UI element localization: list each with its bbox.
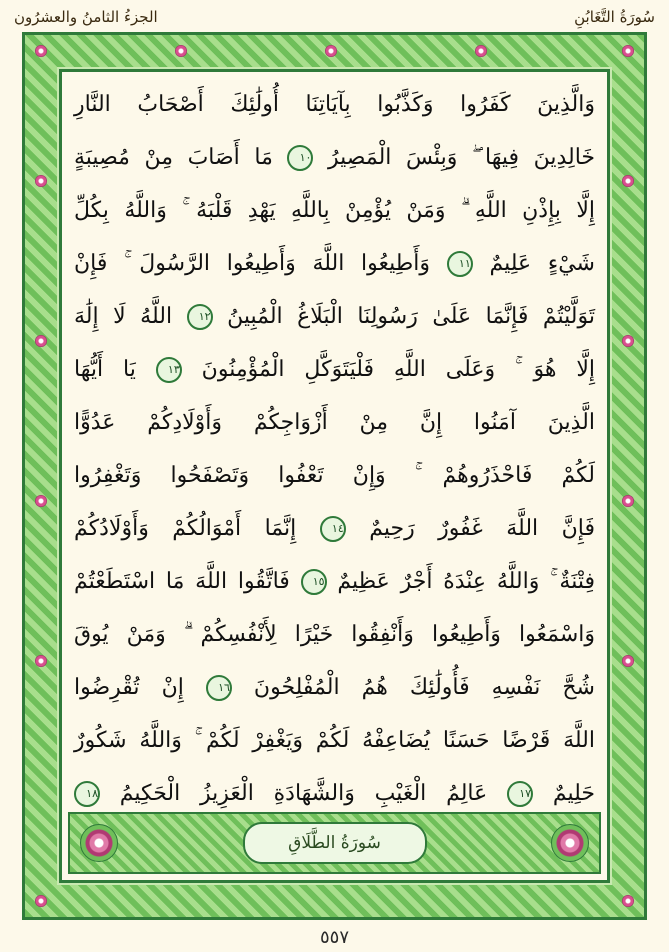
verse-line — [70, 184, 599, 237]
page-frame — [22, 32, 647, 920]
verse-line — [70, 78, 599, 131]
verse-line — [70, 396, 599, 449]
verse-text: لَكُمْ فَاحْذَرُوهُمْ ۚ وَإِنْ تَعْفُوا وَتَصْفَحُوا وَتَغْفِرُوا — [74, 463, 595, 488]
ayah-number-marker: ١٧ — [507, 781, 533, 807]
verse-text: إِلَّا بِإِذْنِ اللَّهِ ۗ وَمَنْ يُؤْمِنْ بِاللَّهِ يَهْدِ قَلْبَهُ ۚ وَاللَّهُ بِكُلِّ — [74, 198, 595, 223]
verse-text: وَالَّذِينَ كَفَرُوا وَكَذَّبُوا بِآيَاتِنَا أُولَٰئِكَ أَصْحَابُ النَّارِ — [74, 92, 595, 117]
verse-text: إِنَّمَا أَمْوَالُكُمْ وَأَوْلَادُكُمْ — [74, 516, 297, 541]
verse-text: شُحَّ نَفْسِهِ فَأُولَٰئِكَ هُمُ الْمُفْلِحُونَ — [253, 675, 595, 700]
verse-text: وَأَطِيعُوا اللَّهَ وَأَطِيعُوا الرَّسُولَ ۚ فَإِنْ — [74, 251, 431, 276]
rosette-icon — [80, 824, 118, 862]
corner-flower-icon — [35, 895, 47, 907]
verse-text: حَلِيمٌ — [552, 781, 595, 806]
border-flower-icon — [175, 45, 187, 57]
border-flower-icon — [325, 45, 337, 57]
verse-text: شَيْءٍ عَلِيمٌ — [489, 251, 595, 276]
ayah-number-marker: ١٢ — [187, 304, 213, 330]
ayah-number-marker: ١٤ — [320, 516, 346, 542]
border-flower-icon — [622, 175, 634, 187]
ayah-number-marker: ١١ — [447, 251, 473, 277]
border-flower-icon — [35, 335, 47, 347]
next-surah-banner — [68, 812, 601, 874]
page-number: ٥٥٧ — [319, 927, 349, 948]
ayah-number-marker: ١٥ — [301, 569, 327, 595]
verse-text: الَّذِينَ آمَنُوا إِنَّ مِنْ أَزْوَاجِكُمْ وَأَوْلَادِكُمْ عَدُوًّا — [74, 410, 595, 435]
ayah-number-marker: ١٠ — [287, 145, 313, 171]
verse-line — [70, 131, 599, 184]
verse-text: فِتْنَةٌ ۚ وَاللَّهُ عِنْدَهُ أَجْرٌ عَظِيمٌ — [337, 569, 595, 594]
verse-text: مَا أَصَابَ مِنْ مُصِيبَةٍ — [74, 145, 273, 170]
text-panel — [59, 69, 610, 883]
verse-text: فَاتَّقُوا اللَّهَ مَا اسْتَطَعْتُمْ — [74, 569, 290, 594]
verse-text: اللَّهُ لَا إِلَٰهَ — [74, 304, 173, 329]
corner-flower-icon — [622, 45, 634, 57]
ayah-number-marker: ١٦ — [206, 675, 232, 701]
verse-text: تَوَلَّيْتُمْ فَإِنَّمَا عَلَىٰ رَسُولِنَا الْبَلَاغُ الْمُبِينُ — [227, 304, 596, 329]
next-surah-title: سُورَةُ الطَّلَاقِ — [243, 822, 427, 864]
verse-line — [70, 555, 599, 608]
surah-title: سُورَةُ التَّغَابُنِ — [574, 8, 655, 26]
border-flower-icon — [622, 335, 634, 347]
juz-title: الجزءُ الثامنُ والعشرُون — [14, 8, 158, 26]
verse-line — [70, 237, 599, 290]
verse-line — [70, 608, 599, 661]
corner-flower-icon — [35, 45, 47, 57]
verse-line — [70, 661, 599, 714]
border-flower-icon — [622, 495, 634, 507]
ayah-number-marker: ١٨ — [74, 781, 100, 807]
corner-flower-icon — [622, 895, 634, 907]
verse-text: يَا أَيُّهَا — [74, 357, 136, 382]
border-flower-icon — [475, 45, 487, 57]
verse-line — [70, 343, 599, 396]
rosette-icon — [551, 824, 589, 862]
verse-text: وَاسْمَعُوا وَأَطِيعُوا وَأَنْفِقُوا خَيْرًا لِأَنْفُسِكُمْ ۗ وَمَنْ يُوقَ — [74, 622, 595, 647]
verse-line — [70, 290, 599, 343]
verse-line — [70, 449, 599, 502]
border-flower-icon — [35, 175, 47, 187]
verse-text: فَإِنَّ اللَّهَ غَفُورٌ رَحِيمٌ — [369, 516, 595, 541]
verse-text: خَالِدِينَ فِيهَا ۖ وَبِئْسَ الْمَصِيرُ — [328, 145, 596, 170]
verse-text: إِنْ تُقْرِضُوا — [74, 675, 184, 700]
verse-text: إِلَّا هُوَ ۚ وَعَلَى اللَّهِ فَلْيَتَوَكَّلِ الْمُؤْمِنُونَ — [201, 357, 595, 382]
verse-line — [70, 502, 599, 555]
verse-text: عَالِمُ الْغَيْبِ وَالشَّهَادَةِ الْعَزِيزُ الْحَكِيمُ — [119, 781, 488, 806]
border-flower-icon — [622, 655, 634, 667]
verses-text — [70, 78, 599, 806]
verse-text: اللَّهَ قَرْضًا حَسَنًا يُضَاعِفْهُ لَكُمْ وَيَغْفِرْ لَكُمْ ۚ وَاللَّهُ شَكُورٌ — [74, 728, 595, 753]
ayah-number-marker: ١٣ — [156, 357, 182, 383]
border-flower-icon — [35, 495, 47, 507]
verse-line — [70, 714, 599, 767]
border-flower-icon — [35, 655, 47, 667]
